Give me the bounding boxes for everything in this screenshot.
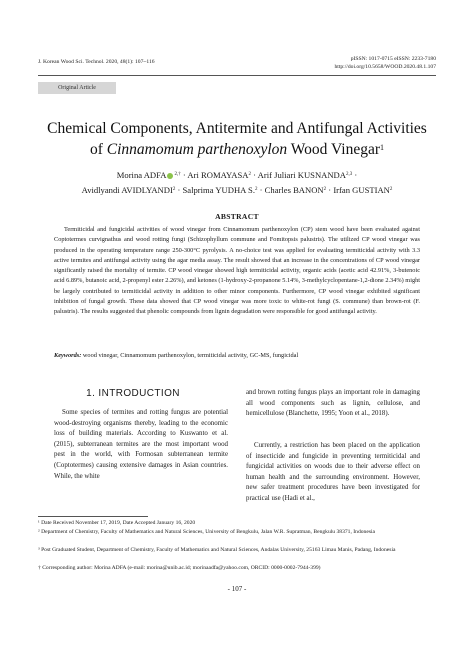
author-name: Morina ADFA	[116, 170, 167, 180]
header-divider	[38, 75, 436, 76]
footnote-dates: ¹ Date Received November 17, 2019, Date Accepted January 16, 2020	[38, 520, 196, 526]
abstract-heading: ABSTRACT	[215, 212, 259, 221]
intro-paragraph-right: Currently, a restriction has been placed on the application of insecticide and fungicide in preventing termiticidal and fungicidal activities on woods due to their adverse effect on human health and the surrounding environment. However, new safer treatment procedures have been investigated for practical use (Hadi et al.,	[246, 442, 420, 502]
author-separator: ·	[175, 185, 183, 195]
keywords-label: Keywords:	[54, 352, 82, 359]
author-affil: 2	[172, 187, 176, 192]
author-name: Ari ROMAYASA	[187, 170, 249, 180]
keywords	[54, 351, 420, 361]
orcid-icon[interactable]	[167, 173, 173, 179]
author-separator: ·	[352, 170, 358, 180]
keywords-list: wood vinegar, Cinnamomum parthenoxylon, termiticidal activity, GC-MS, fungicidal	[81, 352, 299, 359]
article-title	[30, 118, 444, 160]
title-of: of	[89, 141, 103, 158]
title-tail: Wood Vinegar	[290, 141, 381, 158]
author-separator: ·	[257, 185, 265, 195]
author-name: Arif Juliari KUSNANDA	[257, 170, 346, 180]
author-name: Irfan GUSTIAN	[333, 185, 390, 195]
section-heading-introduction: 1. INTRODUCTION	[86, 388, 180, 399]
author-name: Avidlyandi AVIDLYANDI	[81, 185, 173, 195]
title-species: Cinnamomum parthenoxylon	[106, 141, 288, 158]
author-list	[30, 168, 444, 198]
author-affil: 2,†	[174, 172, 181, 177]
abstract-text: Termiticidal and fungicidal activities of wood vinegar from Cinnamomum parthenoxylon (CP) stem wood have been evaluated against Coptotermes curvignathus and wood rotting fungi (Schizophyllum commune and Fomitopsis palustris). The utilized CP wood vinegar was produced in the operating temperature range 250-300°C pyrolysis. A no-choice test was applied for evaluating termiticidal activity with 3.3 active termites and antifungal activity using the agar media assay. The result showed that an increase in the concentrations of CP wood vinegar significantly raised the mortality of termite. CP wood vinegar showed high termiticidal activity, organic acids (acetic acid 42.91%, 3-butenoic acid 6.89%, butanoic acid, 2-propenyl ester 2.26%), and ketones (1-hydroxy-2-propanone 5.14%, 3-methylcyclopentane-1,2-dione 2.34%) might be largely contributed to termiticidal activity in addition to other minor components. Furthermore, CP wood vinegar exhibited significant inhibition of fungal growth. These data showed that CP wood vinegar was more toxic to white-rot fungi (S. commune) than brown-rot (F. palustris). The results suggested that phenolic compounds from lignin degradation were responsible for good antifungal activity.	[54, 226, 420, 316]
journal-citation: J. Korean Wood Sci. Technol. 2020, 48(1): 107~116	[38, 59, 155, 65]
issn-line: pISSN: 1017-0715 eISSN: 2233-7180	[350, 56, 436, 62]
footnote-affiliation-3: ³ Post Graduated Student, Department of Chemistry, Faculty of Mathematics and Natural Sciences, Andalas University, 25163 Limau Manis, Padang, Indonesia	[38, 547, 396, 553]
author-name: Charles BANON	[264, 185, 324, 195]
author-affil: 2	[323, 187, 327, 192]
article-type-badge: Original Article	[38, 82, 116, 94]
author-name: Salprima YUDHA S.	[182, 185, 255, 195]
title-line-2	[30, 139, 444, 160]
doi-link[interactable]: http://doi.org/10.5658/WOOD.2020.48.1.107	[334, 63, 436, 70]
author-affil: 2	[255, 187, 258, 192]
author-affil: 2	[248, 172, 251, 177]
footnote-corresponding-author: † Corresponding author: Morina ADFA (e-mail: morina@unib.ac.id; morinaadfa@yahoo.com, ORCID: 0000-0002-7944-399)	[38, 565, 321, 571]
author-separator: ·	[180, 170, 188, 180]
title-footnote-mark: 1	[380, 143, 385, 152]
author-line-2	[30, 183, 444, 198]
page-number: - 107 -	[227, 585, 247, 593]
footnote-affiliation-2: ² Department of Chemistry, Faculty of Mathematics and Natural Sciences, University of Bengkulu, Jalan W.R. Supratman, Bengkulu 38371, Indonesia	[38, 529, 376, 535]
author-separator: ·	[250, 170, 258, 180]
author-separator: ·	[326, 185, 334, 195]
title-line-1: Chemical Components, Antitermite and Antifungal Activities	[47, 120, 427, 137]
intro-paragraph-right-continued: and brown rotting fungus plays an important role in damaging all wood components such as lignin, cellulose, and hemicellulose (Blanchette, 1995; Yoon et al., 2018).	[246, 389, 420, 418]
author-line-1	[30, 168, 444, 183]
footnote-divider	[38, 516, 148, 517]
author-affil: 2,3	[345, 172, 353, 177]
author-affil: 2	[389, 187, 393, 192]
issn-doi-block	[334, 56, 436, 72]
intro-paragraph-left: Some species of termites and rotting fungus are potential wood-destroying organisms thereby, leading to the economic loss of building materials. According to Kuswanto et al. (2015), subterranean termites are the most important wood pest in the world, with Formosan subterranean termite (Coptotermes) causing extensive damages in Asian countries. While, the white	[54, 409, 228, 480]
